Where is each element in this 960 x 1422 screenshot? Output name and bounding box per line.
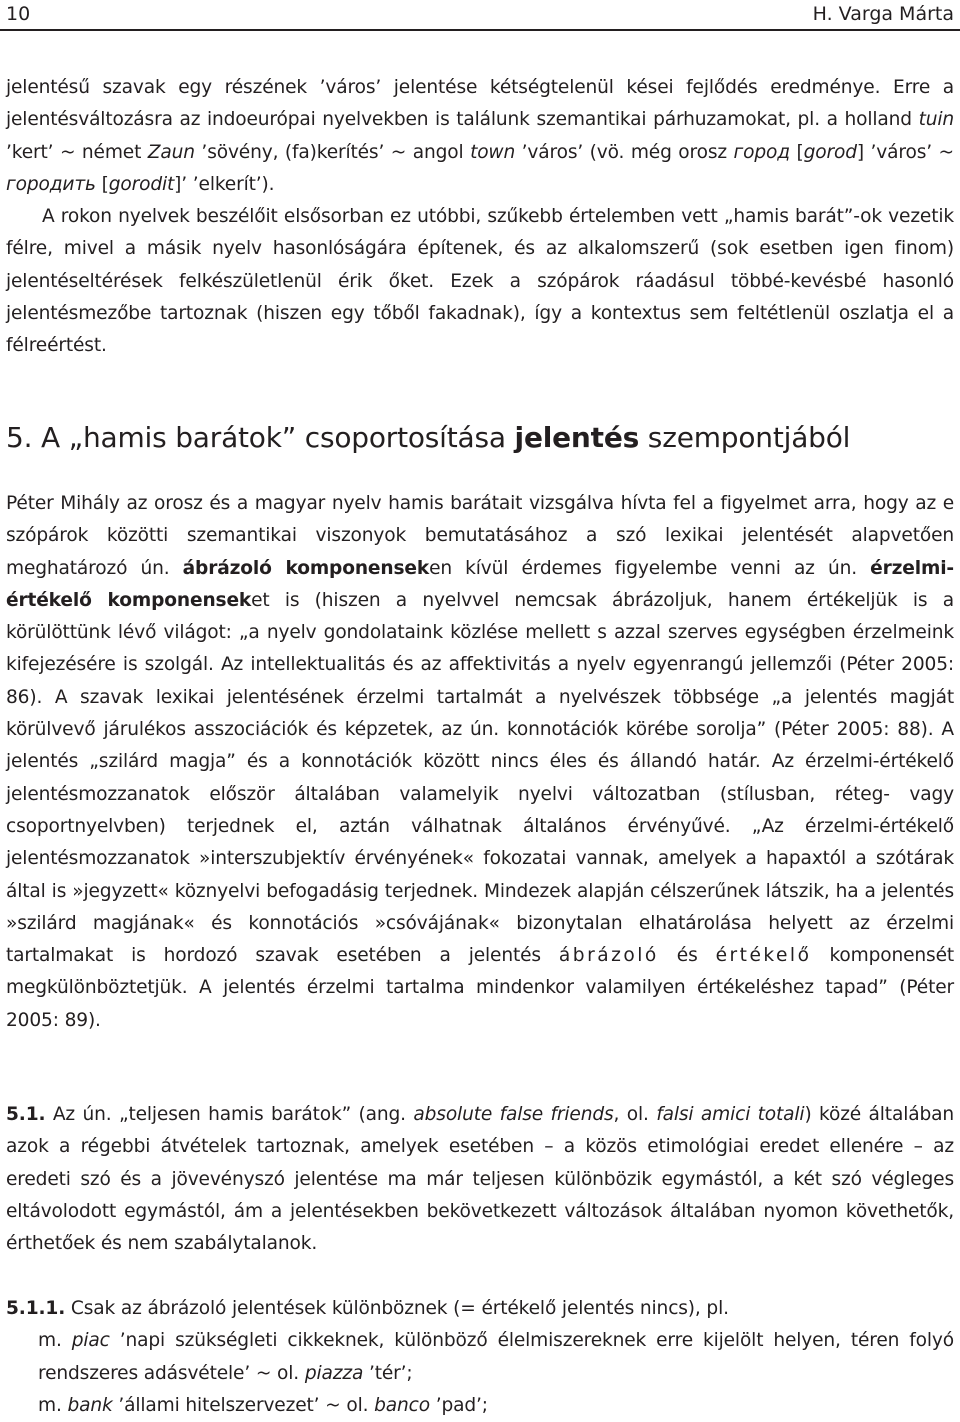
body-paragraph-intro — [6, 72, 954, 201]
text-run: , ol. — [613, 1104, 657, 1125]
subsection-5-1 — [6, 1099, 954, 1260]
italic-term: piac — [71, 1330, 110, 1352]
text-run: ]’ ’elkerít’). — [174, 173, 275, 195]
italic-term: piazza — [304, 1362, 364, 1384]
text-run: ’sövény, (fa)kerítés’ ~ angol — [194, 141, 471, 163]
running-head-author: H. Varga Márta — [812, 3, 954, 25]
bold-term: érzelmi-értékelő komponensek — [6, 557, 954, 611]
italic-term: absolute false friends — [413, 1104, 614, 1125]
example-bank — [6, 1390, 954, 1422]
text-run: Az ún. „teljesen hamis barátok” (ang. — [45, 1104, 414, 1125]
subsection-number: 5.1. — [6, 1104, 46, 1125]
italic-term: falsi amici totali — [656, 1104, 805, 1125]
subsection-number: 5.1.1. — [6, 1298, 66, 1319]
text-run: m. — [38, 1394, 68, 1416]
heading-text: 5. A „hamis barátok” csoportosítása — [6, 421, 515, 454]
text-run: ) közé általában azok a régebbi átvételek tartoznak, amelyek esetében – a közös etimológiai eredet ellenére – az eredeti szó és a jövevényszó jelentése ma már teljesen különbözik egymástól, a két szó végleges eltávolodott egymástól, ám a jelentésekben bekövetkezett változások általában nyomon követhetők, érthetőek és nem szabálytalanok. — [6, 1104, 954, 1255]
body-paragraph-false-friends: A rokon nyelvek beszélőit elsősorban ez utóbbi, szűkebb értelemben vett „hamis barát”-ok vezetik félre, mivel a másik nyelv hasonlóságára építenek, és az alkalomszerű (sok esetben igen finom) jelentéseltérések felkészületlenül érik őket. Ezek a szópárok ráadásul többé-kevésbé hasonló jelentésmezőbe tartoznak (hiszen egy tőből fakadnak), így a kontextus sem feltétlenül oszlatja el a félreértést. — [6, 206, 954, 357]
running-header — [6, 2, 954, 26]
italic-term: tuin — [918, 109, 954, 131]
text-run: komponensét megkülönböztetjük. A jelentés érzelmi tartalma mindenkor valamilyen értékeléshez tapad” (Péter 2005: 89). — [6, 945, 954, 1031]
text-run: ’napi szükségleti cikkeknek, különböző élelmiszereknek erre kijelölt helyen, téren folyó rendszeres adásvétele’ ~ ol. — [38, 1330, 954, 1384]
italic-term: gorodit — [108, 173, 175, 195]
text-run: ’város’ (vö. még orosz — [515, 141, 734, 163]
text-run: [ — [789, 141, 804, 163]
text-run: ’kert’ ~ német — [6, 141, 148, 163]
text-run: en kívül érdemes figyelembe venni az ún. — [429, 557, 871, 579]
header-rule — [0, 29, 960, 31]
heading-bold-term: jelentés — [514, 421, 640, 454]
text-run: ’állami hitelszervezet’ ~ ol. — [112, 1394, 375, 1416]
text-run: [ — [95, 173, 109, 195]
subsection-5-1-1 — [6, 1293, 954, 1422]
spaced-term: értékelő — [715, 945, 812, 967]
section-heading — [6, 418, 954, 458]
italic-term: город — [733, 141, 790, 163]
italic-term: gorod — [803, 141, 857, 163]
italic-term: bank — [67, 1394, 113, 1416]
text-run: et is (hiszen a nyelvvel nemcsak ábrázoljuk, hanem értékeljük is a körülöttünk lévő világot: „a nyelv gondolataink közlése mellett s azzal szerves egységben érzelmeink kifejezésére is szolgál. Az intellektualitás és az affektivitás a nyelv egyenrangú jellemzői (Péter 2005: 86). A szavak lexikai jelentésének érzelmi tartalmát a nyelvészek többsége „a jelentés magját körülvevő járulékos asszociációk és képzetek, az ún. konnotációk körébe sorolja” (Péter 2005: 88). A jelentés „szilárd magja” és a konnotációk között nincs éles és állandó határ. Az érzelmi-értékelő jelentésmozzanatok először általában valamelyik nyelvi változatban (stílusban, réteg- vagy csoportnyelvben) terjednek el, aztán válhatnak általános érvényűvé. „Az érzelmi-értékelő jelentésmozzanatok »interszubjektív érvényének« fokozatai vannak, amelyek a hapaxtól a szótárak által is »jegyzett« köznyelvi befogadásig terjednek. Mindezek alapján célszerűnek látszik, ha a jelentés »szilárd magjának« és konnotációs »csóvájának« bizonytalan elhatárolása helyett az érzelmi tartalmakat is hordozó szavak esetében a jelentés — [6, 589, 954, 967]
text-run: jelentésű szavak egy részének ’város’ jelentése kétségtelenül kései fejlődés eredménye. Erre a jelentésváltozásra az indoeurópai nyelvekben is találunk szemantikai párhuzamokat, pl. a holland — [6, 77, 954, 131]
page-number: 10 — [6, 3, 31, 25]
text-run: és — [658, 945, 716, 967]
heading-text: szempontjából — [639, 421, 851, 454]
italic-term: town — [470, 141, 516, 163]
spaced-term: ábrázoló — [558, 945, 659, 967]
italic-term: городить — [6, 173, 96, 195]
text-run: Péter Mihály az orosz és a magyar nyelv hamis barátait vizsgálva hívta fel a figyelmet arra, hogy az e szópárok közötti szemantikai viszonyok bemutatásához a szó lexikai jelentését alapvetően meghatározó ún. — [6, 493, 954, 579]
text-run: ’tér’; — [363, 1362, 413, 1384]
italic-term: Zaun — [147, 141, 195, 163]
italic-term: banco — [374, 1394, 430, 1416]
text-run: m. — [38, 1330, 72, 1352]
bold-term: ábrázoló komponensek — [182, 557, 430, 579]
text-run: ’pad’; — [429, 1394, 488, 1416]
example-piac — [6, 1325, 954, 1390]
body-paragraph-peter — [6, 488, 954, 1037]
text-run: Csak az ábrázoló jelentések különböznek (= értékelő jelentés nincs), pl. — [65, 1298, 729, 1319]
text-run: ] ’város’ ~ — [856, 141, 954, 163]
